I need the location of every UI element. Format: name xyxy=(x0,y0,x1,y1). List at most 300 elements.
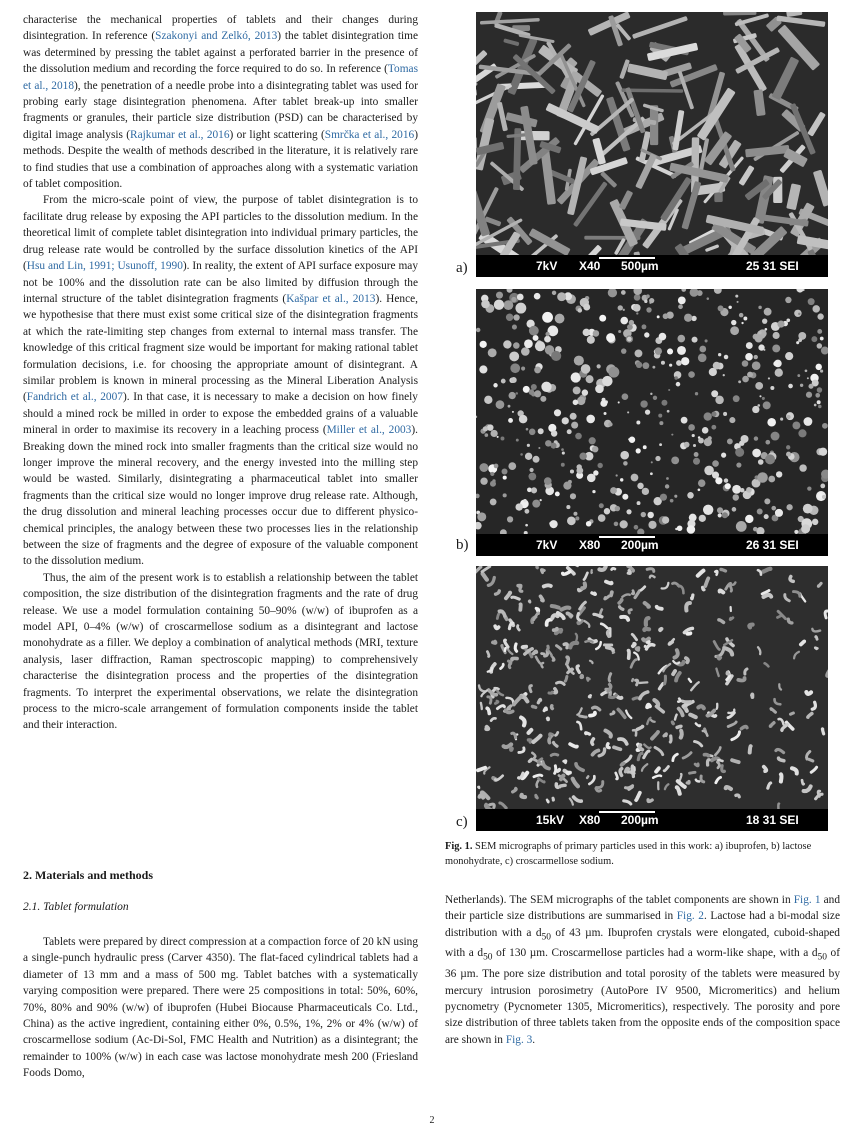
particle-shape xyxy=(745,353,753,361)
fiber-shape xyxy=(686,658,688,662)
particle-shape xyxy=(740,488,744,492)
fiber-shape xyxy=(587,776,588,778)
fiber-shape xyxy=(818,791,820,796)
fiber-shape xyxy=(568,613,572,615)
fiber-shape xyxy=(741,727,747,729)
particle-shape xyxy=(773,332,780,339)
particle-shape xyxy=(758,306,762,310)
fiber-shape xyxy=(750,746,751,752)
caption-label: Fig. 1. xyxy=(445,841,473,852)
particle-shape xyxy=(754,436,758,440)
particle-shape xyxy=(797,374,800,377)
fiber-shape xyxy=(715,571,717,575)
citation-link[interactable]: Miller et al., 2003 xyxy=(326,424,412,437)
particle-shape xyxy=(629,320,634,325)
particle-shape xyxy=(635,349,643,357)
particle-shape xyxy=(493,383,497,387)
fiber-shape xyxy=(640,745,643,750)
subsection-heading: 2.1. Tablet formulation xyxy=(23,901,129,913)
particle-shape xyxy=(741,435,749,443)
fiber-shape xyxy=(508,706,511,709)
particle-shape xyxy=(796,341,799,344)
particle-shape xyxy=(524,339,533,348)
citation-link[interactable]: Rajkumar et al., 2016 xyxy=(130,128,230,141)
fiber-shape xyxy=(703,587,704,589)
particle-shape xyxy=(665,484,669,488)
fiber-shape xyxy=(605,596,609,599)
fiber-shape xyxy=(644,629,649,630)
caption-text: SEM micrographs of primary particles used in this work: a) ibuprofen, b) lactose monohydrate, c) croscarmellose sodium. xyxy=(445,841,812,867)
fiber-shape xyxy=(704,755,708,756)
particle-shape xyxy=(713,362,721,370)
particle-shape xyxy=(735,295,738,298)
particle-shape xyxy=(636,420,640,424)
sem-info-bar xyxy=(476,255,828,277)
fiber-shape xyxy=(656,768,659,771)
particle-shape xyxy=(516,439,519,442)
particle-shape xyxy=(600,400,607,407)
particle-shape xyxy=(765,454,775,464)
particle-shape xyxy=(529,326,539,336)
particle-shape xyxy=(529,473,537,481)
particle-shape xyxy=(631,474,639,482)
particle-shape xyxy=(562,417,569,424)
particle-shape xyxy=(597,463,602,468)
particle-shape xyxy=(575,516,579,520)
particle-shape xyxy=(667,348,673,354)
fiber-shape xyxy=(670,736,671,742)
particle-shape xyxy=(738,380,741,383)
fiber-shape xyxy=(614,747,621,749)
particle-shape xyxy=(508,462,516,470)
particle-shape xyxy=(817,400,821,404)
particle-shape xyxy=(592,490,595,493)
particle-shape xyxy=(642,488,649,495)
particle-shape xyxy=(681,357,689,365)
particle-shape xyxy=(650,393,652,395)
particle-shape xyxy=(687,525,696,534)
particle-shape xyxy=(581,364,591,374)
voltage-label: 7kV xyxy=(536,259,558,273)
particle-shape xyxy=(684,314,692,322)
fiber-shape xyxy=(552,606,559,608)
particle-shape xyxy=(586,415,595,424)
particle-shape xyxy=(704,438,712,446)
particle-shape xyxy=(515,303,526,314)
particle-shape xyxy=(645,409,650,414)
particle-shape xyxy=(655,456,660,461)
particle-shape xyxy=(768,377,770,379)
figure-link[interactable]: Fig. 2 xyxy=(676,910,704,923)
fiber-shape xyxy=(721,569,726,571)
panel-label-a: a) xyxy=(456,260,468,276)
citation-link[interactable]: Kašpar et al., 2013 xyxy=(286,292,376,305)
paragraph: characterise the mechanical properties of tablets and their changes during disintegration. In reference (Szakonyi and Zelkó, 2013) the tablet disintegration time was determined by pressing the tablet against a perforated barrier in the presence of the dissolution medium and recording the force required to do so. In reference (Tomas et al., 2018), the penetration of a needle probe into a disintegrating tablet was used for probing early stage disintegration phenomena. After tablet break-up into smaller fragments or granules, their particle size distribution (PSD) can be characterised by digital image analysis (Rajkumar et al., 2016) or light scattering (Smrčka et al., 2016) methods. Despite the wealth of methods described in the literature, it is relatively rare to find studies that use a combination of approaches along with a systematic variation of tablet composition. xyxy=(23,14,419,191)
particle-shape xyxy=(763,401,771,409)
particle-shape xyxy=(523,499,526,502)
micrograph-image xyxy=(476,289,828,534)
particle-shape xyxy=(746,342,753,349)
particle-shape xyxy=(561,463,565,467)
particle-shape xyxy=(758,459,764,465)
fiber-shape xyxy=(538,700,540,703)
particle-shape xyxy=(704,466,714,476)
particle-shape xyxy=(732,507,737,512)
particle-shape xyxy=(570,469,574,473)
particle-shape xyxy=(529,429,536,436)
particle-shape xyxy=(491,430,498,437)
fiber-shape xyxy=(528,740,531,742)
particle-shape xyxy=(770,386,774,390)
particle-shape xyxy=(677,525,683,531)
fiber-shape xyxy=(628,651,629,659)
fiber-shape xyxy=(554,689,556,693)
fiber-shape xyxy=(541,596,543,600)
particle-shape xyxy=(729,417,735,423)
particle-shape xyxy=(820,483,825,488)
particle-shape xyxy=(745,515,753,523)
particle-shape xyxy=(764,308,772,316)
particle-shape xyxy=(577,397,585,405)
image-code-label: 26 31 SEI xyxy=(746,538,799,552)
particle-shape xyxy=(513,314,519,320)
fiber-shape xyxy=(534,651,537,653)
particle-shape xyxy=(699,515,706,522)
particle-shape xyxy=(674,376,677,379)
fiber-shape xyxy=(648,800,652,802)
particle-shape xyxy=(650,472,653,475)
crystal-shape xyxy=(650,105,658,145)
particle-shape xyxy=(671,434,673,436)
particle-shape xyxy=(589,437,596,444)
sem-info-bar xyxy=(476,809,828,831)
paragraph: Tablets were prepared by direct compression at a compaction force of 20 kN using a single-punch hydraulic press (Carver 4350). The flat-faced cylindrical tablets had a diameter of 13 mm and a mass of 500 mg. Tablet batches with a systematically varying composition were prepared. There were 25 compositions in total: 50%, 60%, 70%, 80% and 90% (w/w) of ibuprofen (Hubei Biocause Pharmaceuticals Co. Ltd., China) as the active ingredient, containing either 0%, 0.5%, 1%, 2% or 4% (w/w) of croscarmellose sodium (Ac-Di-Sol, FMC Health and Nutrition) as a disintegrant; the remainder to 100% (w/w) in each case was lactose monohydrate mesh 200 (Friesland Foods Domo, xyxy=(23,936,418,1080)
particle-shape xyxy=(798,313,800,315)
particle-shape xyxy=(529,468,533,472)
particle-shape xyxy=(692,337,698,343)
sem-micrograph-ibuprofen xyxy=(476,12,828,277)
fiber-shape xyxy=(621,763,624,765)
particle-shape xyxy=(587,474,596,483)
sem-micrograph-croscarmellose xyxy=(476,566,828,831)
particle-shape xyxy=(757,472,768,483)
particle-shape xyxy=(644,332,649,337)
particle-shape xyxy=(752,406,759,413)
particle-shape xyxy=(768,476,775,483)
particle-shape xyxy=(643,445,647,449)
particle-shape xyxy=(805,369,808,372)
fiber-shape xyxy=(586,733,590,734)
particle-shape xyxy=(501,437,505,441)
particle-shape xyxy=(699,346,706,353)
particle-shape xyxy=(484,396,492,404)
fiber-shape xyxy=(687,633,690,634)
scale-label: 200µm xyxy=(621,538,659,552)
particle-shape xyxy=(636,448,641,453)
particle-shape xyxy=(659,333,667,341)
particle-shape xyxy=(479,463,488,472)
particle-shape xyxy=(490,472,494,476)
particle-shape xyxy=(819,448,827,456)
particle-shape xyxy=(693,444,696,447)
particle-shape xyxy=(733,494,739,500)
particle-shape xyxy=(820,369,823,372)
fiber-shape xyxy=(730,618,733,620)
fiber-shape xyxy=(672,722,673,724)
citation-link[interactable]: Smrčka et al., 2016 xyxy=(324,128,415,141)
particle-shape xyxy=(524,509,529,514)
fiber-shape xyxy=(493,642,495,643)
fiber-shape xyxy=(657,607,662,609)
particle-shape xyxy=(705,339,708,342)
particle-shape xyxy=(521,347,530,356)
particle-shape xyxy=(670,499,674,503)
fiber-shape xyxy=(607,744,609,748)
page-number: 2 xyxy=(429,1115,435,1126)
fiber-shape xyxy=(664,734,666,736)
fiber-shape xyxy=(592,593,595,594)
particle-shape xyxy=(519,415,528,424)
fiber-shape xyxy=(611,592,612,595)
particle-shape xyxy=(637,501,641,505)
fiber-shape xyxy=(647,705,650,707)
fiber-shape xyxy=(521,795,525,797)
particle-shape xyxy=(534,390,541,397)
particle-shape xyxy=(483,426,488,431)
particle-shape xyxy=(798,338,802,342)
fiber-shape xyxy=(643,639,649,641)
panel-label-b: b) xyxy=(456,537,469,553)
fiber-shape xyxy=(561,776,563,780)
citation-link[interactable]: Fandrich et al., 2007 xyxy=(26,391,123,404)
particle-shape xyxy=(503,340,511,348)
particle-shape xyxy=(615,506,620,511)
fiber-shape xyxy=(647,641,649,643)
particle-shape xyxy=(634,525,639,530)
particle-shape xyxy=(733,395,740,402)
particle-shape xyxy=(534,293,541,300)
particle-shape xyxy=(817,343,822,348)
fiber-shape xyxy=(576,634,577,642)
particle-shape xyxy=(494,464,499,469)
particle-shape xyxy=(812,305,819,312)
fiber-shape xyxy=(726,787,731,789)
particle-shape xyxy=(767,418,776,427)
fiber-shape xyxy=(607,631,608,636)
particle-shape xyxy=(485,433,489,437)
particle-shape xyxy=(674,495,677,498)
particle-shape xyxy=(663,313,669,319)
particle-shape xyxy=(646,294,650,298)
particle-shape xyxy=(820,337,824,341)
particle-shape xyxy=(780,418,783,421)
fiber-shape xyxy=(801,641,804,644)
fiber-shape xyxy=(530,686,532,692)
fiber-shape xyxy=(818,583,821,586)
fiber-shape xyxy=(509,662,511,668)
particle-shape xyxy=(822,495,826,499)
fiber-shape xyxy=(640,682,648,683)
particle-shape xyxy=(604,508,610,514)
particle-shape xyxy=(542,312,553,323)
particle-shape xyxy=(623,461,628,466)
particle-shape xyxy=(637,483,643,489)
particle-shape xyxy=(550,520,558,528)
fiber-shape xyxy=(609,674,611,681)
particle-shape xyxy=(512,325,517,330)
particle-shape xyxy=(711,390,718,397)
particle-shape xyxy=(509,392,516,399)
particle-shape xyxy=(599,503,604,508)
particle-shape xyxy=(566,505,570,509)
particle-shape xyxy=(786,504,792,510)
fiber-shape xyxy=(505,648,506,651)
particle-shape xyxy=(724,355,728,359)
fiber-shape xyxy=(567,772,570,773)
fiber-shape xyxy=(547,800,548,802)
particle-shape xyxy=(582,389,588,395)
fiber-shape xyxy=(580,716,587,717)
right-column-text xyxy=(445,892,840,1048)
particle-shape xyxy=(533,335,539,341)
fiber-shape xyxy=(592,739,594,744)
voltage-label: 15kV xyxy=(536,813,565,827)
particle-shape xyxy=(481,300,490,309)
particle-shape xyxy=(618,305,623,310)
particle-shape xyxy=(676,360,682,366)
particle-shape xyxy=(509,351,519,361)
particle-shape xyxy=(477,512,486,521)
particle-shape xyxy=(776,471,782,477)
particle-shape xyxy=(815,393,820,398)
fiber-shape xyxy=(478,768,485,771)
particle-shape xyxy=(503,300,513,310)
particle-shape xyxy=(755,334,763,342)
fiber-shape xyxy=(487,708,489,713)
sem-micrograph-lactose xyxy=(476,289,828,556)
particle-shape xyxy=(627,337,632,342)
particle-shape xyxy=(583,304,590,311)
particle-shape xyxy=(794,310,801,317)
particle-shape xyxy=(723,374,725,376)
particle-shape xyxy=(534,366,541,373)
particle-shape xyxy=(616,474,618,476)
particle-shape xyxy=(576,467,583,474)
particle-shape xyxy=(817,387,822,392)
fiber-shape xyxy=(495,626,498,628)
particle-shape xyxy=(678,297,686,305)
particle-shape xyxy=(497,436,499,438)
fiber-shape xyxy=(541,569,544,572)
particle-shape xyxy=(583,329,591,337)
particle-shape xyxy=(622,393,629,400)
particle-shape xyxy=(752,361,761,370)
particle-shape xyxy=(777,321,784,328)
fiber-shape xyxy=(791,713,794,714)
fiber-shape xyxy=(529,759,531,761)
fiber-shape xyxy=(581,676,582,677)
figure-link[interactable]: Fig. 3 xyxy=(505,1033,533,1046)
fiber-shape xyxy=(495,701,498,703)
particle-shape xyxy=(707,297,710,300)
fiber-shape xyxy=(822,729,823,734)
particle-shape xyxy=(636,362,642,368)
citation-link[interactable]: Hsu and Lin, 1991; Usunoff, 1990 xyxy=(26,260,183,273)
particle-shape xyxy=(476,328,480,332)
particle-shape xyxy=(712,460,719,467)
particle-shape xyxy=(722,512,728,518)
fiber-shape xyxy=(683,701,691,702)
particle-shape xyxy=(731,320,736,325)
particle-shape xyxy=(503,476,507,480)
fiber-shape xyxy=(528,730,531,733)
particle-shape xyxy=(515,392,518,395)
citation-link[interactable]: Szakonyi and Zelkó, 2013 xyxy=(155,30,278,43)
particle-shape xyxy=(517,294,524,301)
particle-shape xyxy=(688,424,695,431)
particle-shape xyxy=(623,309,625,311)
fiber-shape xyxy=(718,760,722,761)
particle-shape xyxy=(773,361,778,366)
particle-shape xyxy=(620,478,623,481)
particle-shape xyxy=(535,341,545,351)
particle-shape xyxy=(723,412,727,416)
particle-shape xyxy=(531,487,537,493)
left-column-text xyxy=(23,12,418,734)
particle-shape xyxy=(822,423,828,429)
particle-shape xyxy=(688,371,695,378)
image-code-label: 25 31 SEI xyxy=(746,259,799,273)
particle-shape xyxy=(567,516,576,525)
particle-shape xyxy=(586,521,592,527)
fiber-shape xyxy=(504,744,512,747)
paragraph: Netherlands). The SEM micrographs of the tablet components are shown in Fig. 1 and their particle size distributions are summarised in Fig. 2. Lactose had a bi-modal size distribution with a $d_{50}$ of 43 µm. Ibuprofen crystals were elongated, cuboid-shaped with a $d_{50}$ of 130 µm. Croscarmellose particles had a worm-like shape, with a $d_{50}$ of 36 µm. The pore size distribution and total porosity of the tablets were measured by mercury intrusion porosimetry (AutoPore IV 9500, Micromeritics) and helium pycnometry (Pycnometer 1305, Micromeritics), respectively. The porosity and pore size distribution of three tablets taken from the opposite ends of the composition space are shown in Fig. 3. xyxy=(445,894,840,1046)
particle-shape xyxy=(598,514,606,522)
fiber-shape xyxy=(815,648,817,649)
fiber-shape xyxy=(687,781,689,783)
particle-shape xyxy=(762,397,765,400)
particle-shape xyxy=(561,448,564,451)
scale-label: 200µm xyxy=(621,813,659,827)
particle-shape xyxy=(496,292,503,299)
particle-shape xyxy=(800,384,803,387)
particle-shape xyxy=(494,300,504,310)
particle-shape xyxy=(758,331,761,334)
particle-shape xyxy=(567,429,572,434)
particle-shape xyxy=(575,433,582,440)
particle-shape xyxy=(508,418,513,423)
fiber-shape xyxy=(567,657,569,664)
particle-shape xyxy=(742,360,749,367)
particle-shape xyxy=(490,481,496,487)
particle-shape xyxy=(775,509,783,517)
particle-shape xyxy=(677,335,685,343)
fiber-shape xyxy=(560,630,561,632)
figure-link[interactable]: Fig. 1 xyxy=(793,894,821,906)
particle-shape xyxy=(763,349,765,351)
particle-shape xyxy=(544,336,551,343)
particle-shape xyxy=(496,400,505,409)
particle-shape xyxy=(622,494,628,500)
particle-shape xyxy=(629,437,635,443)
citation-link[interactable]: Tomas et al., 2018 xyxy=(23,63,418,92)
fiber-shape xyxy=(565,677,567,682)
sem-info-bar xyxy=(476,534,828,556)
particle-shape xyxy=(634,294,641,301)
particle-shape xyxy=(620,451,629,460)
fiber-shape xyxy=(587,678,589,681)
fiber-shape xyxy=(577,666,579,672)
